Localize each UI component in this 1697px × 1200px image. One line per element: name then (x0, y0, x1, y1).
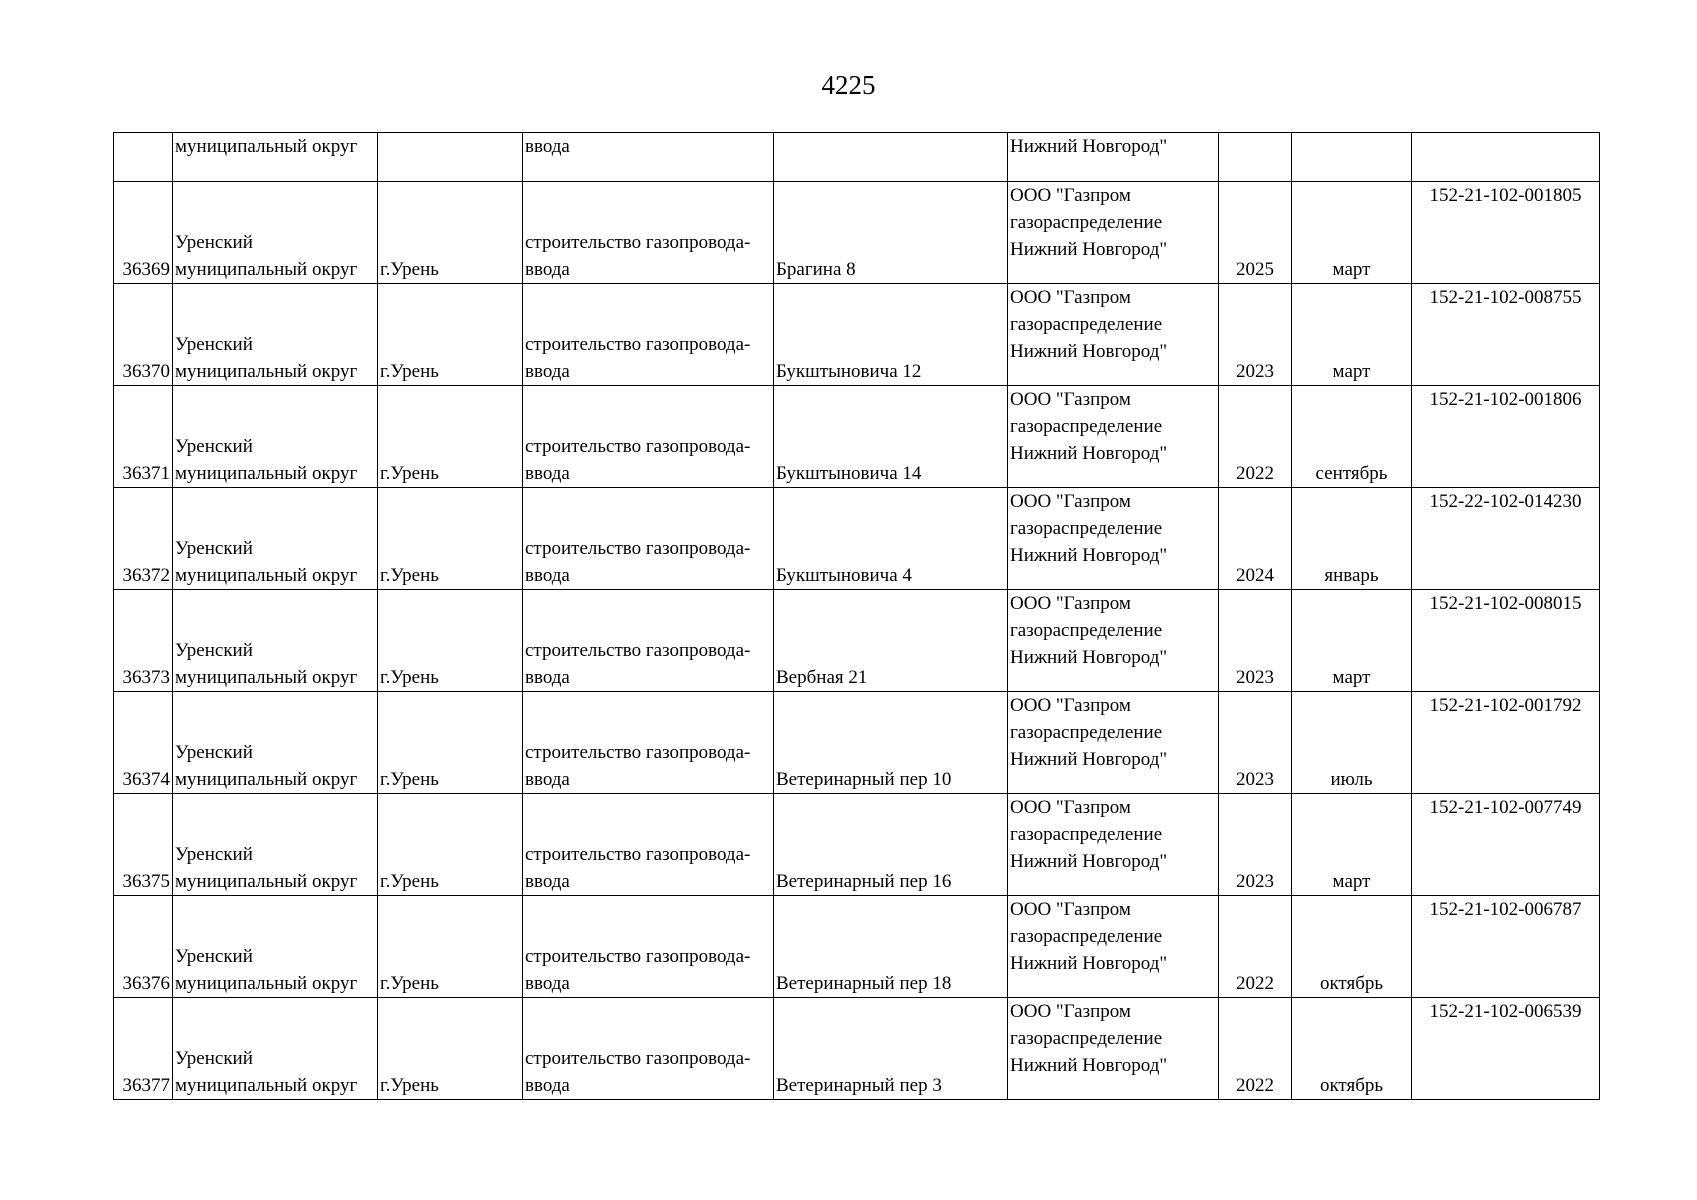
district-name: Уренский (175, 742, 253, 763)
cell-address: Букштыновича 12 (774, 284, 1008, 386)
cell-district (173, 284, 378, 386)
cell-code: 152-21-102-008015 (1412, 590, 1600, 692)
cell-year: 2023 (1219, 284, 1292, 386)
cell-work: ввода (523, 133, 774, 182)
cell-work (523, 998, 774, 1100)
work-line-2: ввода (525, 565, 570, 586)
org-line-1: ООО "Газпром (1010, 593, 1131, 614)
work-line-1: строительство газопровода- (525, 844, 751, 865)
cell-code: 152-21-102-001792 (1412, 692, 1600, 794)
cell-address: Букштыновича 14 (774, 386, 1008, 488)
cell-locality: г.Урень (378, 794, 523, 896)
cell-month: июль (1292, 692, 1412, 794)
cell-organization: Нижний Новгород" (1008, 133, 1219, 182)
org-line-1: ООО "Газпром (1010, 899, 1131, 920)
cell-locality: г.Урень (378, 896, 523, 998)
org-line-1: ООО "Газпром (1010, 287, 1131, 308)
org-line-2: газораспределение (1010, 620, 1163, 641)
work-line-1: строительство газопровода- (525, 742, 751, 763)
org-line-2: газораспределение (1010, 212, 1163, 233)
district-type: муниципальный округ (175, 565, 358, 586)
district-name: Уренский (175, 946, 253, 967)
cell-locality: г.Урень (378, 590, 523, 692)
table-row (114, 386, 1600, 488)
district-name: Уренский (175, 1048, 253, 1069)
district-name: Уренский (175, 334, 253, 355)
cell-year: 2024 (1219, 488, 1292, 590)
cell-number: 36377 (114, 998, 173, 1100)
table-row (114, 590, 1600, 692)
work-line-2: ввода (525, 667, 570, 688)
cell-code: 152-21-102-006539 (1412, 998, 1600, 1100)
cell-address: Вербная 21 (774, 590, 1008, 692)
cell-month: март (1292, 284, 1412, 386)
cell-district (173, 998, 378, 1100)
cell-address (774, 133, 1008, 182)
cell-code: 152-21-102-006787 (1412, 896, 1600, 998)
cell-number: 36370 (114, 284, 173, 386)
cell-code: 152-21-102-008755 (1412, 284, 1600, 386)
page-number: 4225 (821, 70, 876, 100)
district-type: муниципальный округ (175, 361, 358, 382)
district-type: муниципальный округ (175, 667, 358, 688)
cell-address: Ветеринарный пер 3 (774, 998, 1008, 1100)
table-row (114, 692, 1600, 794)
work-line-1: строительство газопровода- (525, 334, 751, 355)
cell-month (1292, 133, 1412, 182)
cell-work (523, 284, 774, 386)
org-line-3: Нижний Новгород" (1010, 647, 1168, 668)
org-line-3: Нижний Новгород" (1010, 239, 1168, 260)
cell-address: Ветеринарный пер 10 (774, 692, 1008, 794)
cell-number: 36371 (114, 386, 173, 488)
cell-number (114, 133, 173, 182)
org-line-1: ООО "Газпром (1010, 695, 1131, 716)
cell-code: 152-22-102-014230 (1412, 488, 1600, 590)
district-type: муниципальный округ (175, 973, 358, 994)
work-line-2: ввода (525, 361, 570, 382)
cell-code (1412, 133, 1600, 182)
district-type: муниципальный округ (175, 1075, 358, 1096)
cell-work (523, 182, 774, 284)
cell-work (523, 896, 774, 998)
cell-organization (1008, 488, 1219, 590)
cell-district (173, 794, 378, 896)
cell-locality: г.Урень (378, 692, 523, 794)
org-line-3: Нижний Новгород" (1010, 545, 1168, 566)
cell-year (1219, 133, 1292, 182)
org-line-3: Нижний Новгород" (1010, 341, 1168, 362)
org-line-3: Нижний Новгород" (1010, 443, 1168, 464)
cell-year: 2022 (1219, 386, 1292, 488)
table-row (114, 488, 1600, 590)
district-type: муниципальный округ (175, 769, 358, 790)
table-row (114, 182, 1600, 284)
table-body (114, 133, 1600, 1100)
work-line-1: строительство газопровода- (525, 538, 751, 559)
cell-organization (1008, 692, 1219, 794)
district-type: муниципальный округ (175, 871, 358, 892)
cell-address: Ветеринарный пер 18 (774, 896, 1008, 998)
work-line-2: ввода (525, 871, 570, 892)
cell-year: 2022 (1219, 998, 1292, 1100)
org-line-1: ООО "Газпром (1010, 491, 1131, 512)
cell-locality (378, 133, 523, 182)
district-type: муниципальный округ (175, 463, 358, 484)
org-line-1: ООО "Газпром (1010, 389, 1131, 410)
cell-locality: г.Урень (378, 998, 523, 1100)
cell-organization (1008, 998, 1219, 1100)
work-line-1: строительство газопровода- (525, 640, 751, 661)
org-line-2: газораспределение (1010, 1028, 1163, 1049)
cell-organization (1008, 794, 1219, 896)
work-line-2: ввода (525, 769, 570, 790)
work-line-1: строительство газопровода- (525, 232, 751, 253)
table-row (114, 284, 1600, 386)
org-line-3: Нижний Новгород" (1010, 749, 1168, 770)
cell-month: март (1292, 182, 1412, 284)
gas-connection-table (113, 132, 1600, 1100)
cell-address: Букштыновича 4 (774, 488, 1008, 590)
table-row (114, 998, 1600, 1100)
table-row (114, 896, 1600, 998)
district-name: Уренский (175, 436, 253, 457)
work-line-2: ввода (525, 259, 570, 280)
table-row-continuation (114, 133, 1600, 182)
district-name: Уренский (175, 640, 253, 661)
org-line-3: Нижний Новгород" (1010, 1055, 1168, 1076)
org-line-3: Нижний Новгород" (1010, 953, 1168, 974)
cell-number: 36376 (114, 896, 173, 998)
cell-organization (1008, 896, 1219, 998)
cell-organization (1008, 182, 1219, 284)
cell-district (173, 386, 378, 488)
org-line-1: ООО "Газпром (1010, 1001, 1131, 1022)
cell-locality: г.Урень (378, 284, 523, 386)
cell-work (523, 692, 774, 794)
cell-year: 2023 (1219, 590, 1292, 692)
cell-locality: г.Урень (378, 488, 523, 590)
cell-month: октябрь (1292, 896, 1412, 998)
cell-month: сентябрь (1292, 386, 1412, 488)
cell-work (523, 488, 774, 590)
district-name: Уренский (175, 232, 253, 253)
cell-district (173, 896, 378, 998)
district-type: муниципальный округ (175, 259, 358, 280)
cell-month: январь (1292, 488, 1412, 590)
district-name: Уренский (175, 538, 253, 559)
org-line-1: ООО "Газпром (1010, 797, 1131, 818)
cell-year: 2025 (1219, 182, 1292, 284)
cell-number: 36375 (114, 794, 173, 896)
cell-number: 36369 (114, 182, 173, 284)
org-line-2: газораспределение (1010, 416, 1163, 437)
cell-district (173, 590, 378, 692)
cell-organization (1008, 590, 1219, 692)
cell-work (523, 794, 774, 896)
cell-organization (1008, 386, 1219, 488)
cell-address: Брагина 8 (774, 182, 1008, 284)
district-name: Уренский (175, 844, 253, 865)
table-row (114, 794, 1600, 896)
cell-number: 36374 (114, 692, 173, 794)
cell-district (173, 488, 378, 590)
work-line-1: строительство газопровода- (525, 436, 751, 457)
work-line-1: строительство газопровода- (525, 946, 751, 967)
work-line-2: ввода (525, 463, 570, 484)
cell-district (173, 182, 378, 284)
org-line-2: газораспределение (1010, 824, 1163, 845)
cell-address: Ветеринарный пер 16 (774, 794, 1008, 896)
cell-year: 2022 (1219, 896, 1292, 998)
cell-code: 152-21-102-007749 (1412, 794, 1600, 896)
cell-work (523, 386, 774, 488)
cell-number: 36372 (114, 488, 173, 590)
work-line-1: строительство газопровода- (525, 1048, 751, 1069)
cell-month: март (1292, 590, 1412, 692)
cell-code: 152-21-102-001806 (1412, 386, 1600, 488)
cell-month: октябрь (1292, 998, 1412, 1100)
org-line-1: ООО "Газпром (1010, 185, 1131, 206)
work-line-2: ввода (525, 973, 570, 994)
org-line-2: газораспределение (1010, 518, 1163, 539)
cell-code: 152-21-102-001805 (1412, 182, 1600, 284)
cell-month: март (1292, 794, 1412, 896)
cell-year: 2023 (1219, 794, 1292, 896)
org-line-3: Нижний Новгород" (1010, 851, 1168, 872)
org-line-2: газораспределение (1010, 926, 1163, 947)
cell-year: 2023 (1219, 692, 1292, 794)
org-line-2: газораспределение (1010, 314, 1163, 335)
cell-work (523, 590, 774, 692)
org-line-2: газораспределение (1010, 722, 1163, 743)
cell-number: 36373 (114, 590, 173, 692)
cell-district: муниципальный округ (173, 133, 378, 182)
cell-district (173, 692, 378, 794)
cell-locality: г.Урень (378, 386, 523, 488)
work-line-2: ввода (525, 1075, 570, 1096)
cell-locality: г.Урень (378, 182, 523, 284)
cell-organization (1008, 284, 1219, 386)
